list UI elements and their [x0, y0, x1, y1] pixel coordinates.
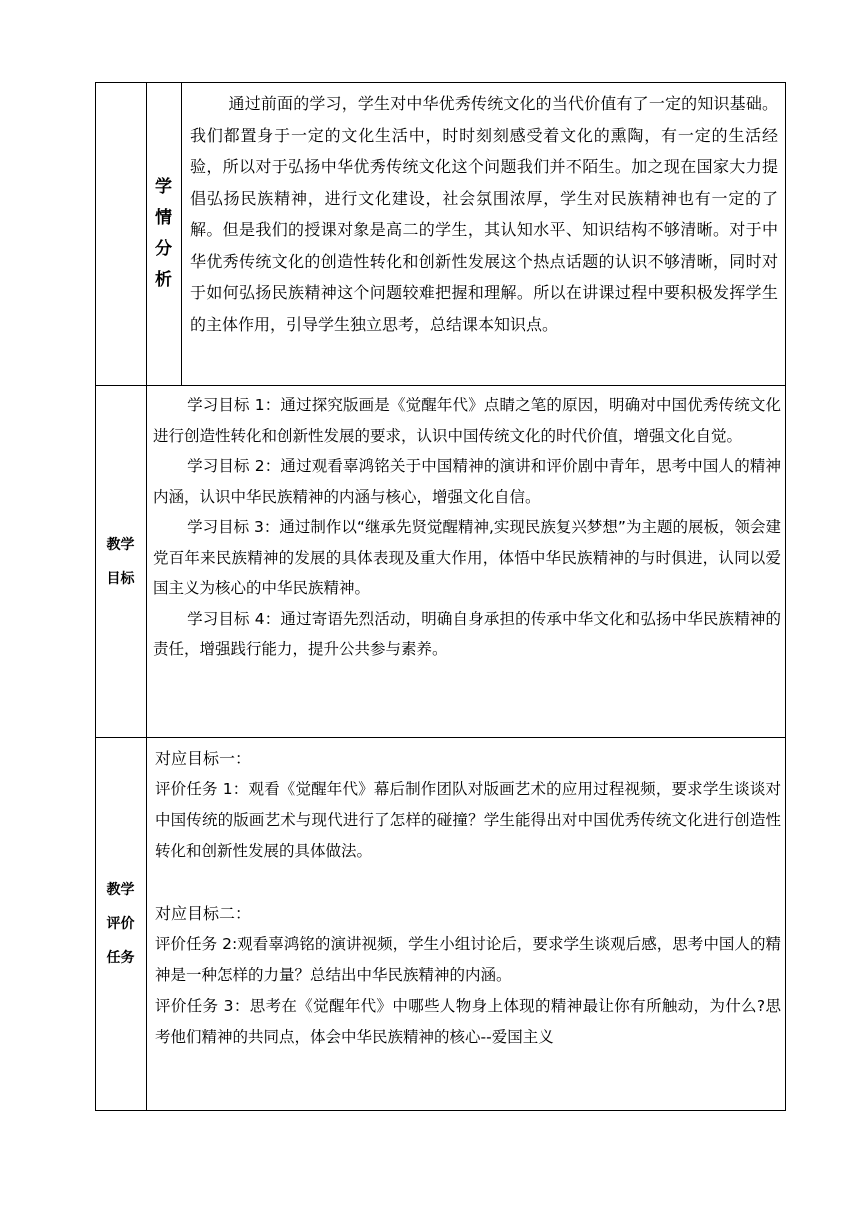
- label-line: 评价: [106, 916, 135, 932]
- label-char: 析: [155, 269, 172, 290]
- label-line: 目标: [106, 570, 135, 587]
- learning-situation-text: 通过前面的学习，学生对中华优秀传统文化的当代价值有了一定的知识基础。我们都置身于一定的文化生活中，时时刻刻感受着文化的熏陶，有一定的生活经验，所以对于弘扬中华优秀传统文化这个问题我们并不陌生。加之现在国家大力提倡弘扬民族精神，进行文化建设，社会氛围浓厚，学生对民族精神也有一定的了解。但是我们的授课对象是高二的学生，其认知水平、知识结构不够清晰。对于中华优秀传统文化的创造性转化和创新性发展这个热点话题的认识不够清晰，同时对于如何弘扬民族精神这个问题较难把握和理解。所以在讲课过程中要积极发挥学生的主体作用，引导学生独立思考，总结课本知识点。: [190, 94, 778, 334]
- goal-item: 学习目标 2：通过观看辜鸿铭关于中国精神的演讲和评价剧中青年，思考中国人的精神内涵，认识中华民族精神的内涵与核心，增强文化自信。: [153, 457, 781, 506]
- goal-item: 学习目标 4：通过寄语先烈活动，明确自身承担的传承中华文化和弘扬中华民族精神的责任，增强践行能力，提升公共参与素养。: [153, 609, 781, 658]
- evaluation-tasks-content: [155, 743, 781, 1053]
- label-line: 任务: [106, 950, 135, 966]
- teaching-goals-label: [95, 386, 146, 737]
- learning-situation-label: [146, 82, 181, 385]
- teaching-goals-list: [153, 390, 781, 665]
- evaluation-task-1: 评价任务 1：观看《觉醒年代》幕后制作团队对版画艺术的应用过程视频，要求学生谈谈对中国传统的版画艺术与现代进行了怎样的碰撞？学生能得出对中国优秀传统文化进行创造性转化和创新性发展的具体做法。: [155, 780, 781, 860]
- label-line: 教学: [106, 882, 135, 898]
- table-border-bottom: [95, 1110, 786, 1111]
- goal2-heading: 对应目标二：: [155, 904, 252, 923]
- goal1-heading: 对应目标一：: [155, 749, 252, 768]
- label-line: 教学: [106, 536, 135, 553]
- evaluation-task-3: 评价任务 3：思考在《觉醒年代》中哪些人物身上体现的精神最让你有所触动，为什么?思考他们精神的共同点，体会中华民族精神的核心--爱国主义: [155, 997, 781, 1046]
- label-char: 分: [155, 238, 172, 259]
- evaluation-task-2: 评价任务 2:观看辜鸿铭的演讲视频，学生小组讨论后，要求学生谈观后感，思考中国人的精神是一种怎样的力量？总结出中华民族精神的内涵。: [155, 935, 781, 984]
- goal-item: 学习目标 1：通过探究版画是《觉醒年代》点睛之笔的原因，明确对中国优秀传统文化进行创造性转化和创新性发展的要求，认识中国传统文化的时代价值，增强文化自觉。: [153, 396, 781, 445]
- label-char: 情: [155, 207, 172, 228]
- evaluation-tasks-label: [95, 738, 146, 1110]
- table-border-top: [95, 82, 786, 83]
- row-divider-1: [95, 385, 786, 386]
- table-border-right: [785, 82, 786, 1111]
- row-divider-2: [95, 737, 786, 738]
- label-char: 学: [155, 176, 172, 197]
- inner-column-divider: [181, 82, 182, 385]
- goal-item: 学习目标 3：通过制作以“继承先贤觉醒精神,实现民族复兴梦想”为主题的展板，领会建党百年来民族精神的发展的具体表现及重大作用，体悟中华民族精神的与时俱进，认同以爱国主义为核心的中华民族精神。: [153, 518, 781, 597]
